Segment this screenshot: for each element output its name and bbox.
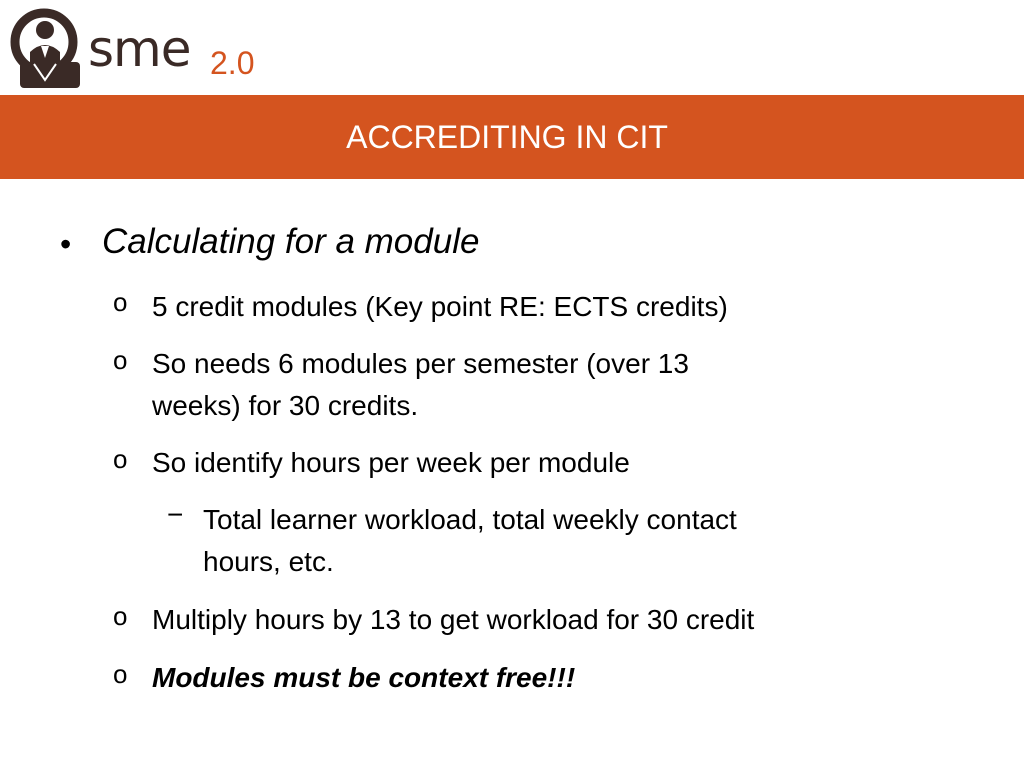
logo bbox=[10, 2, 280, 94]
logo-version-text: 2.0 bbox=[210, 45, 255, 81]
list-item-line: weeks) for 30 credits. bbox=[152, 390, 419, 421]
list-item: 5 credit modules (Key point RE: ECTS credits) bbox=[152, 291, 728, 322]
bullet-marker: • bbox=[60, 226, 72, 262]
list-item-line: So needs 6 modules per semester (over 13 bbox=[152, 348, 689, 379]
logo-brand-text: sme bbox=[88, 20, 191, 78]
list-item: Multiply hours by 13 to get workload for 30 credit bbox=[152, 604, 755, 635]
list-item-line: Total learner workload, total weekly contact bbox=[203, 504, 737, 535]
list-item bbox=[152, 343, 689, 427]
list-item-emphasis: Modules must be context free!!! bbox=[152, 662, 576, 693]
sub-list-marker: − bbox=[167, 499, 184, 530]
sub-list-item bbox=[203, 499, 737, 583]
at-person-icon bbox=[10, 2, 82, 94]
list-marker: o bbox=[113, 444, 128, 474]
slide-title: ACCREDITING IN CIT bbox=[346, 119, 668, 155]
title-band bbox=[0, 95, 1024, 179]
list-item-line: hours, etc. bbox=[203, 546, 334, 577]
list-item: So identify hours per week per module bbox=[152, 447, 630, 478]
list-marker: o bbox=[113, 601, 128, 631]
list-marker: o bbox=[113, 287, 128, 317]
list-marker: o bbox=[113, 659, 128, 689]
list-marker: o bbox=[113, 345, 128, 375]
heading-text: Calculating for a module bbox=[102, 222, 480, 261]
